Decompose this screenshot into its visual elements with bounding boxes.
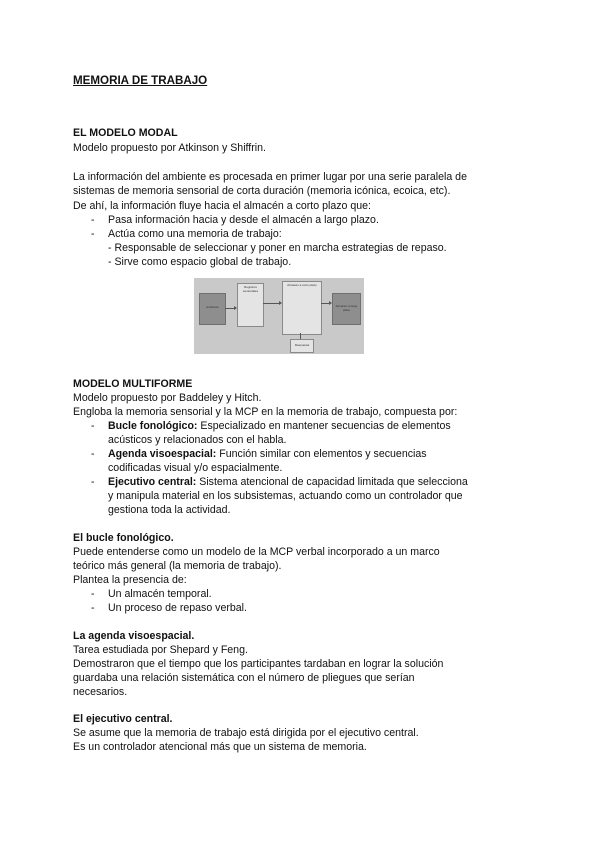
bullet-dash: - <box>91 476 95 488</box>
bullet-dash: - <box>91 214 95 226</box>
bucle-line: teórico más general (la memoria de trabajo). <box>73 560 282 572</box>
diagram-box-registros <box>237 283 264 327</box>
diagram-arrow <box>225 308 235 309</box>
modal-subitem: - Sirve como espacio global de trabajo. <box>108 256 292 268</box>
modal-para-line: sistemas de memoria sensorial de corta duración (memoria icónica, ecoica, etc). <box>73 185 451 197</box>
bullet-dash: - <box>91 420 95 432</box>
bucle-bullet: Un proceso de repaso verbal. <box>108 602 247 614</box>
section-heading-modal: EL MODELO MODAL <box>73 127 178 139</box>
diagram-box-label: Almacén a corto plazo <box>287 283 317 287</box>
item-text: Función similar con elementos y secuencias <box>216 448 427 460</box>
subheading-ejecutivo: El ejecutivo central. <box>73 713 173 725</box>
multiforme-item <box>108 476 468 490</box>
modal-subitem: - Responsable de seleccionar y poner en marcha estrategias de repaso. <box>108 242 447 254</box>
multiforme-intro: Engloba la memoria sensorial y la MCP en la memoria de trabajo, compuesta por: <box>73 406 458 418</box>
item-term: Ejecutivo central: <box>108 476 197 488</box>
diagram-box-label: Ambiente <box>206 305 219 309</box>
section-heading-multiforme: MODELO MULTIFORME <box>73 378 193 390</box>
diagram-box-corto-plazo <box>282 281 322 335</box>
diagram-box-label: Respuesta <box>294 343 310 347</box>
multiforme-item <box>108 448 427 462</box>
subheading-agenda: La agenda visoespacial. <box>73 630 195 642</box>
bullet-dash: - <box>91 228 95 240</box>
item-text-line: y manipula material en los subsistemas, actuando como un controlador que <box>108 490 463 502</box>
item-text: Sistema atencional de capacidad limitada que selecciona <box>196 476 468 488</box>
diagram-box-ambiente <box>199 293 226 325</box>
bullet-dash: - <box>91 602 95 614</box>
subheading-bucle: El bucle fonológico. <box>73 532 174 544</box>
diagram-box-largo-plazo <box>332 293 361 325</box>
agenda-line: Demostraron que el tiempo que los participantes tardaban en lograr la solución <box>73 658 444 670</box>
multiforme-authors: Modelo propuesto por Baddeley y Hitch. <box>73 392 262 404</box>
modal-para-line: La información del ambiente es procesada en primer lugar por una serie paralela de <box>73 171 467 183</box>
page-title: MEMORIA DE TRABAJO <box>73 74 208 87</box>
item-text-line: acústicos y relacionados con el habla. <box>108 434 287 446</box>
bucle-line: Puede entenderse como un modelo de la MCP verbal incorporado a un marco <box>73 546 440 558</box>
bullet-dash: - <box>91 448 95 460</box>
modal-authors: Modelo propuesto por Atkinson y Shiffrin. <box>73 142 266 154</box>
bucle-bullet: Un almacén temporal. <box>108 588 212 600</box>
item-text-line: codificadas visual y/o espacialmente. <box>108 462 283 474</box>
diagram-box-respuesta <box>290 339 314 353</box>
diagram-box-label: Almacén a largo plazo <box>335 304 358 312</box>
modal-bullet: Actúa como una memoria de trabajo: <box>108 228 282 240</box>
bullet-dash: - <box>91 588 95 600</box>
ejecutivo-line: Se asume que la memoria de trabajo está dirigida por el ejecutivo central. <box>73 727 419 739</box>
diagram-box-label: Registros sensoriales <box>242 285 259 293</box>
item-text-line: gestiona toda la actividad. <box>108 504 231 516</box>
item-text: Especializado en mantener secuencias de elementos <box>197 420 451 432</box>
agenda-line: guardaba una relación sistemática con el número de pliegues que serían <box>73 672 415 684</box>
ejecutivo-line: Es un controlador atencional más que un sistema de memoria. <box>73 741 367 753</box>
modal-model-diagram <box>194 278 364 354</box>
item-term: Agenda visoespacial: <box>108 448 217 460</box>
multiforme-item <box>108 420 451 434</box>
diagram-arrow <box>263 303 280 304</box>
agenda-line: necesarios. <box>73 686 128 698</box>
diagram-arrow <box>321 303 330 304</box>
modal-para-line: De ahí, la información fluye hacia el almacén a corto plazo que: <box>73 200 371 212</box>
agenda-line: Tarea estudiada por Shepard y Feng. <box>73 644 248 656</box>
bucle-line: Plantea la presencia de: <box>73 574 187 586</box>
modal-bullet: Pasa información hacia y desde el almacén a largo plazo. <box>108 214 379 226</box>
item-term: Bucle fonológico: <box>108 420 198 432</box>
